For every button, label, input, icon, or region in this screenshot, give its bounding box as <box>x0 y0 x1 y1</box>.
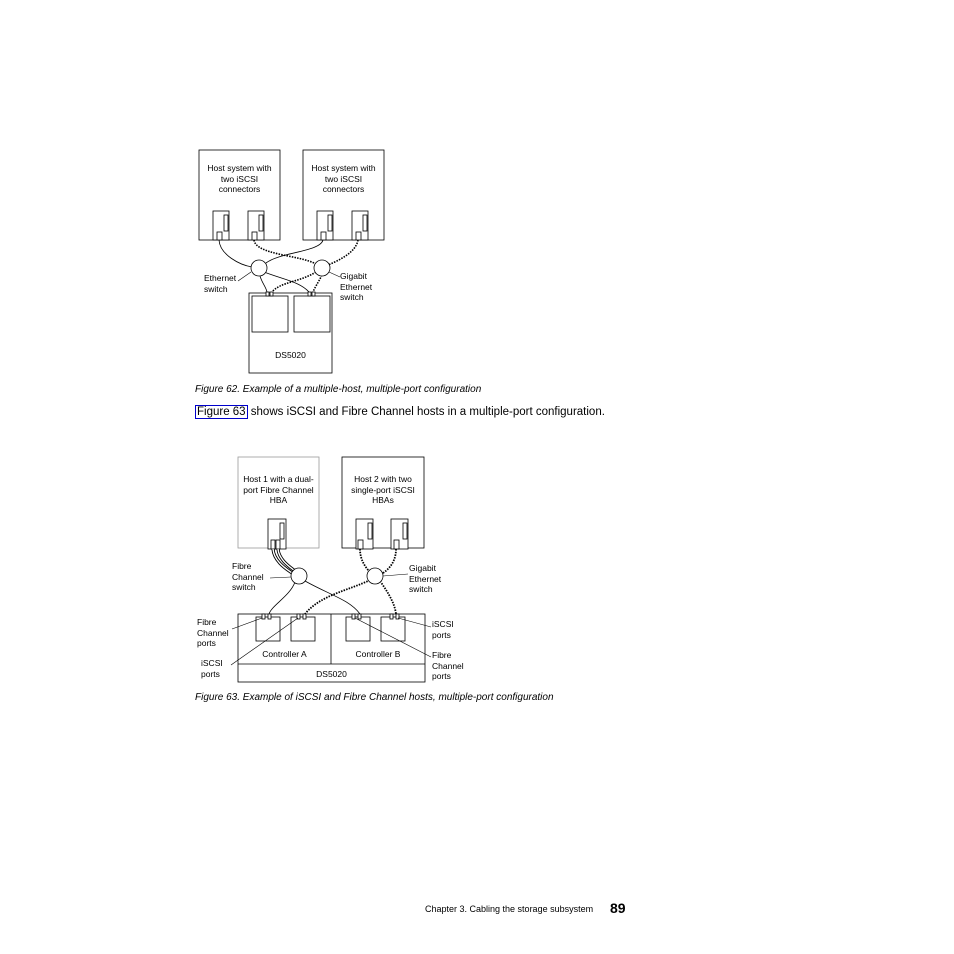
fig63-controller-a-label: Controller A <box>262 649 307 659</box>
fig63-port <box>262 614 265 619</box>
fig62-ethernet-switch <box>251 260 267 276</box>
fig63-fc-switch <box>291 568 307 584</box>
fig62-host2-connector-2 <box>352 211 368 240</box>
fig63-port <box>390 614 393 619</box>
fig62-controller-b <box>294 296 330 332</box>
fig62-leader <box>329 272 340 277</box>
page-number: 89 <box>610 900 626 916</box>
fig62-cable <box>266 240 323 263</box>
fig63-iscsi-ports-right-label: iSCSI ports <box>432 619 454 640</box>
fig62-cable <box>219 240 252 267</box>
fig63-controller-b-label: Controller B <box>355 649 401 659</box>
fig63-iscsi-ports-left-label: iSCSI ports <box>201 658 223 679</box>
fig62-cable <box>264 272 309 292</box>
fig63-caption: Figure 63. Example of iSCSI and Fibre Channel hosts, multiple-port configuration <box>195 692 554 703</box>
fig63-host1-label: Host 1 with a dual-port Fibre Channel HBA <box>243 474 314 505</box>
fig63-port <box>352 614 355 619</box>
fig62-port <box>270 292 273 296</box>
fig62-port <box>312 292 315 296</box>
fig63-leader <box>383 574 408 576</box>
fig62-host2-label: Host system with two iSCSI connectors <box>311 163 376 194</box>
figure-63-link[interactable]: Figure 63 <box>197 406 246 418</box>
fig63-fc-ports-right-label: Fibre Channel ports <box>432 650 464 681</box>
fig62-host1-label: Host system with two iSCSI connectors <box>207 163 272 194</box>
fig62-ethernet-switch-label: Ethernet switch <box>204 273 237 294</box>
fig63-port <box>303 614 306 619</box>
fig62-gigabit-switch-label: Gigabit Ethernet switch <box>340 271 373 302</box>
fig63-controller-b-port-block-1 <box>346 617 370 641</box>
fig62-host1-connector-2 <box>248 211 264 240</box>
fig63-fc-switch-label: Fibre Channel switch <box>232 561 264 592</box>
footer-chapter: Chapter 3. Cabling the storage subsystem <box>425 904 594 914</box>
fig63-fc-hba <box>268 519 286 549</box>
fig62-gigabit-switch <box>314 260 330 276</box>
fig62-ds5020-label: DS5020 <box>275 350 306 360</box>
fig63-iscsi-hba-2 <box>391 519 408 549</box>
body-paragraph <box>195 406 605 418</box>
fig63-gigabit-switch-label: Gigabit Ethernet switch <box>409 563 442 594</box>
fig63-iscsi-hba-1 <box>356 519 373 549</box>
fig63-iscsi-cable <box>380 549 396 575</box>
fig63-fc-ports-left-label: Fibre Channel ports <box>197 617 229 648</box>
fig62-gigabit-cable <box>254 240 316 264</box>
fig63-fc-cable <box>269 582 295 614</box>
fig62-gigabit-cable <box>313 275 322 292</box>
fig62-controller-a <box>252 296 288 332</box>
fig63-iscsi-cable <box>360 549 370 572</box>
fig62-caption: Figure 62. Example of a multiple-host, multiple-port configuration <box>195 384 482 395</box>
fig62-host1-connector-1 <box>213 211 229 240</box>
fig63-port <box>268 614 271 619</box>
fig63-gigabit-switch <box>367 568 383 584</box>
fig63-iscsi-cable <box>380 581 396 614</box>
fig62-gigabit-cable <box>328 240 358 265</box>
fig63-controller-a-port-block-1 <box>256 617 280 641</box>
fig63-fc-cable <box>305 581 360 614</box>
fig63-host2-label: Host 2 with two single-port iSCSI HBAs <box>351 474 415 505</box>
fig63-ds5020-label: DS5020 <box>316 669 347 679</box>
fig63-port <box>358 614 361 619</box>
fig63-leader <box>270 577 291 578</box>
fig62-port <box>266 292 269 296</box>
body-paragraph-text: shows iSCSI and Fibre Channel hosts in a multiple-port configuration. <box>247 406 605 418</box>
fig62-host2-connector-1 <box>317 211 333 240</box>
fig62-port <box>308 292 311 296</box>
fig62-cable <box>260 276 267 292</box>
